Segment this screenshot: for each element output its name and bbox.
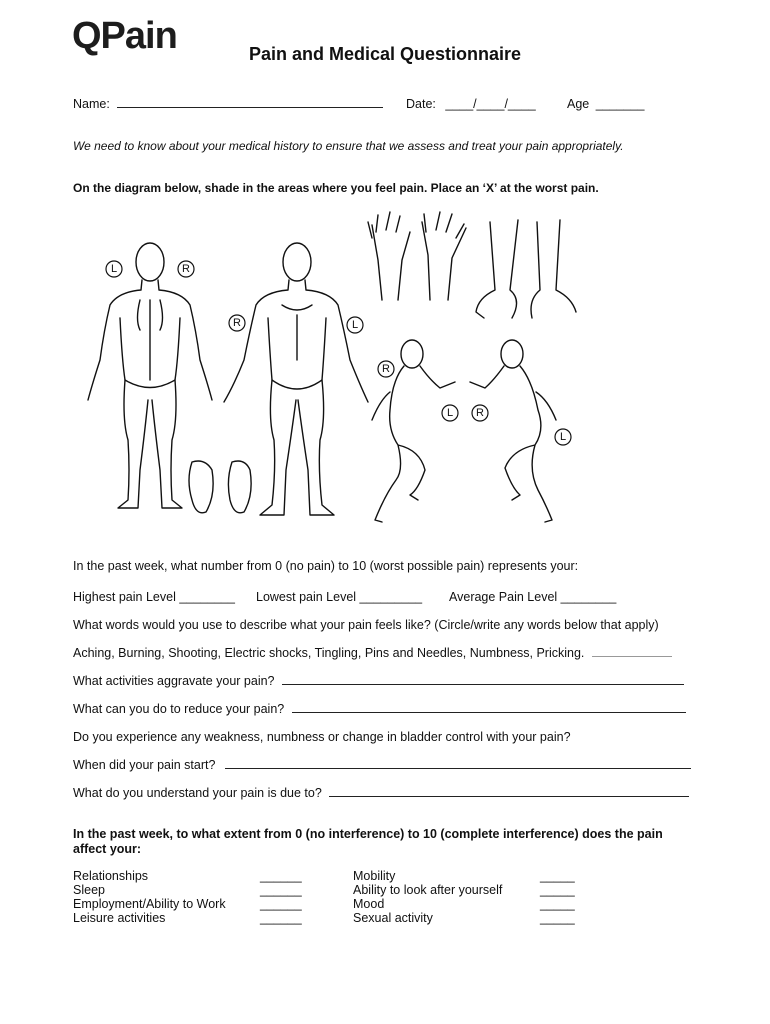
average-pain-field[interactable]: Average Pain Level ________ [449, 590, 617, 604]
svg-text:L: L [110, 263, 118, 275]
interference-item-sleep: Sleep [73, 883, 105, 897]
interference-item-sexual-activity: Sexual activity [353, 911, 433, 925]
relationships-score[interactable]: ______ [260, 869, 302, 883]
interference-right-blanks[interactable] [540, 869, 575, 925]
interference-left-labels [73, 869, 226, 925]
side-label-back-right [178, 261, 194, 277]
interference-item-relationships: Relationships [73, 869, 149, 883]
diagram-instruction: On the diagram below, shade in the areas where you feel pain. Place an ‘X’ at the worst pain. [73, 181, 599, 195]
name-label: Name: [73, 97, 110, 111]
side-label-front-left [347, 317, 363, 333]
interference-right-labels [353, 869, 502, 925]
soles-figure[interactable] [189, 461, 251, 513]
sexual-activity-score[interactable]: _____ [540, 911, 575, 925]
svg-text:L: L [559, 431, 567, 443]
past-week-intro: In the past week, what number from 0 (no pain) to 10 (worst possible pain) represents your: [73, 559, 579, 573]
side-label-front-right [229, 315, 245, 331]
side-label-profile-left-2 [555, 429, 571, 445]
interference-item-mobility: Mobility [353, 869, 396, 883]
start-question: When did your pain start? [73, 758, 216, 772]
side-label-back-left [106, 261, 122, 277]
weakness-question: Do you experience any weakness, numbness or change in bladder control with your pain? [73, 730, 571, 744]
lowest-pain-field[interactable]: Lowest pain Level _________ [256, 590, 423, 604]
pain-words-blank[interactable] [592, 656, 672, 657]
svg-text:R: R [476, 407, 484, 419]
svg-text:R: R [233, 317, 241, 329]
reduce-blank[interactable] [292, 712, 686, 713]
mood-score[interactable]: _____ [540, 897, 575, 911]
date-blank[interactable]: ____/____/____ [445, 97, 536, 111]
aggravate-blank[interactable] [282, 684, 684, 685]
side-label-profile-right-2 [472, 405, 488, 421]
age-label: Age [567, 97, 590, 111]
interference-intro: In the past week, to what extent from 0 (no interference) to 10 (complete interference) does the pain affect your: [73, 827, 663, 856]
page-title: Pain and Medical Questionnaire [248, 44, 522, 64]
aggravate-row[interactable] [73, 674, 684, 688]
interference-item-self-care: Ability to look after yourself [353, 883, 503, 897]
date-label: Date: [406, 97, 436, 111]
start-blank[interactable] [225, 768, 691, 769]
age-blank[interactable]: _______ [595, 97, 645, 111]
logo-text: QPain [72, 15, 177, 57]
side-label-profile-left-1 [442, 405, 458, 421]
svg-text:R: R [382, 363, 390, 375]
mobility-score[interactable]: _____ [540, 869, 575, 883]
leisure-score[interactable]: ______ [260, 911, 302, 925]
due-to-question: What do you understand your pain is due to? [73, 786, 322, 800]
pain-words-question: What words would you use to describe what your pain feels like? (Circle/write any words below that apply) [73, 618, 659, 632]
interference-item-leisure: Leisure activities [73, 911, 166, 925]
sleep-score[interactable]: ______ [260, 883, 302, 897]
start-row[interactable] [73, 758, 691, 772]
due-to-blank[interactable] [329, 796, 689, 797]
interference-item-employment: Employment/Ability to Work [73, 897, 226, 911]
employment-score[interactable]: ______ [260, 897, 302, 911]
reduce-question: What can you do to reduce your pain? [73, 702, 285, 716]
self-care-score[interactable]: _____ [540, 883, 575, 897]
pain-words-list[interactable]: Aching, Burning, Shooting, Electric shocks, Tingling, Pins and Needles, Numbness, Pricking. [73, 646, 585, 660]
hands-figure[interactable] [368, 212, 576, 318]
aggravate-question: What activities aggravate your pain? [73, 674, 275, 688]
due-to-row[interactable] [73, 786, 689, 800]
side-figure-right[interactable] [470, 340, 556, 522]
svg-text:L: L [351, 319, 359, 331]
side-label-profile-right-1 [378, 361, 394, 377]
svg-text:L: L [446, 407, 454, 419]
intro-text: We need to know about your medical history to ensure that we assess and treat your pain appropriately. [73, 139, 624, 153]
interference-left-blanks[interactable] [260, 869, 302, 925]
interference-item-mood: Mood [353, 897, 385, 911]
highest-pain-field[interactable]: Highest pain Level ________ [73, 590, 235, 604]
reduce-row[interactable] [73, 702, 686, 716]
svg-text:R: R [182, 263, 190, 275]
front-figure[interactable] [224, 243, 368, 515]
back-figure[interactable] [88, 243, 212, 508]
pain-words-row[interactable] [73, 646, 672, 660]
